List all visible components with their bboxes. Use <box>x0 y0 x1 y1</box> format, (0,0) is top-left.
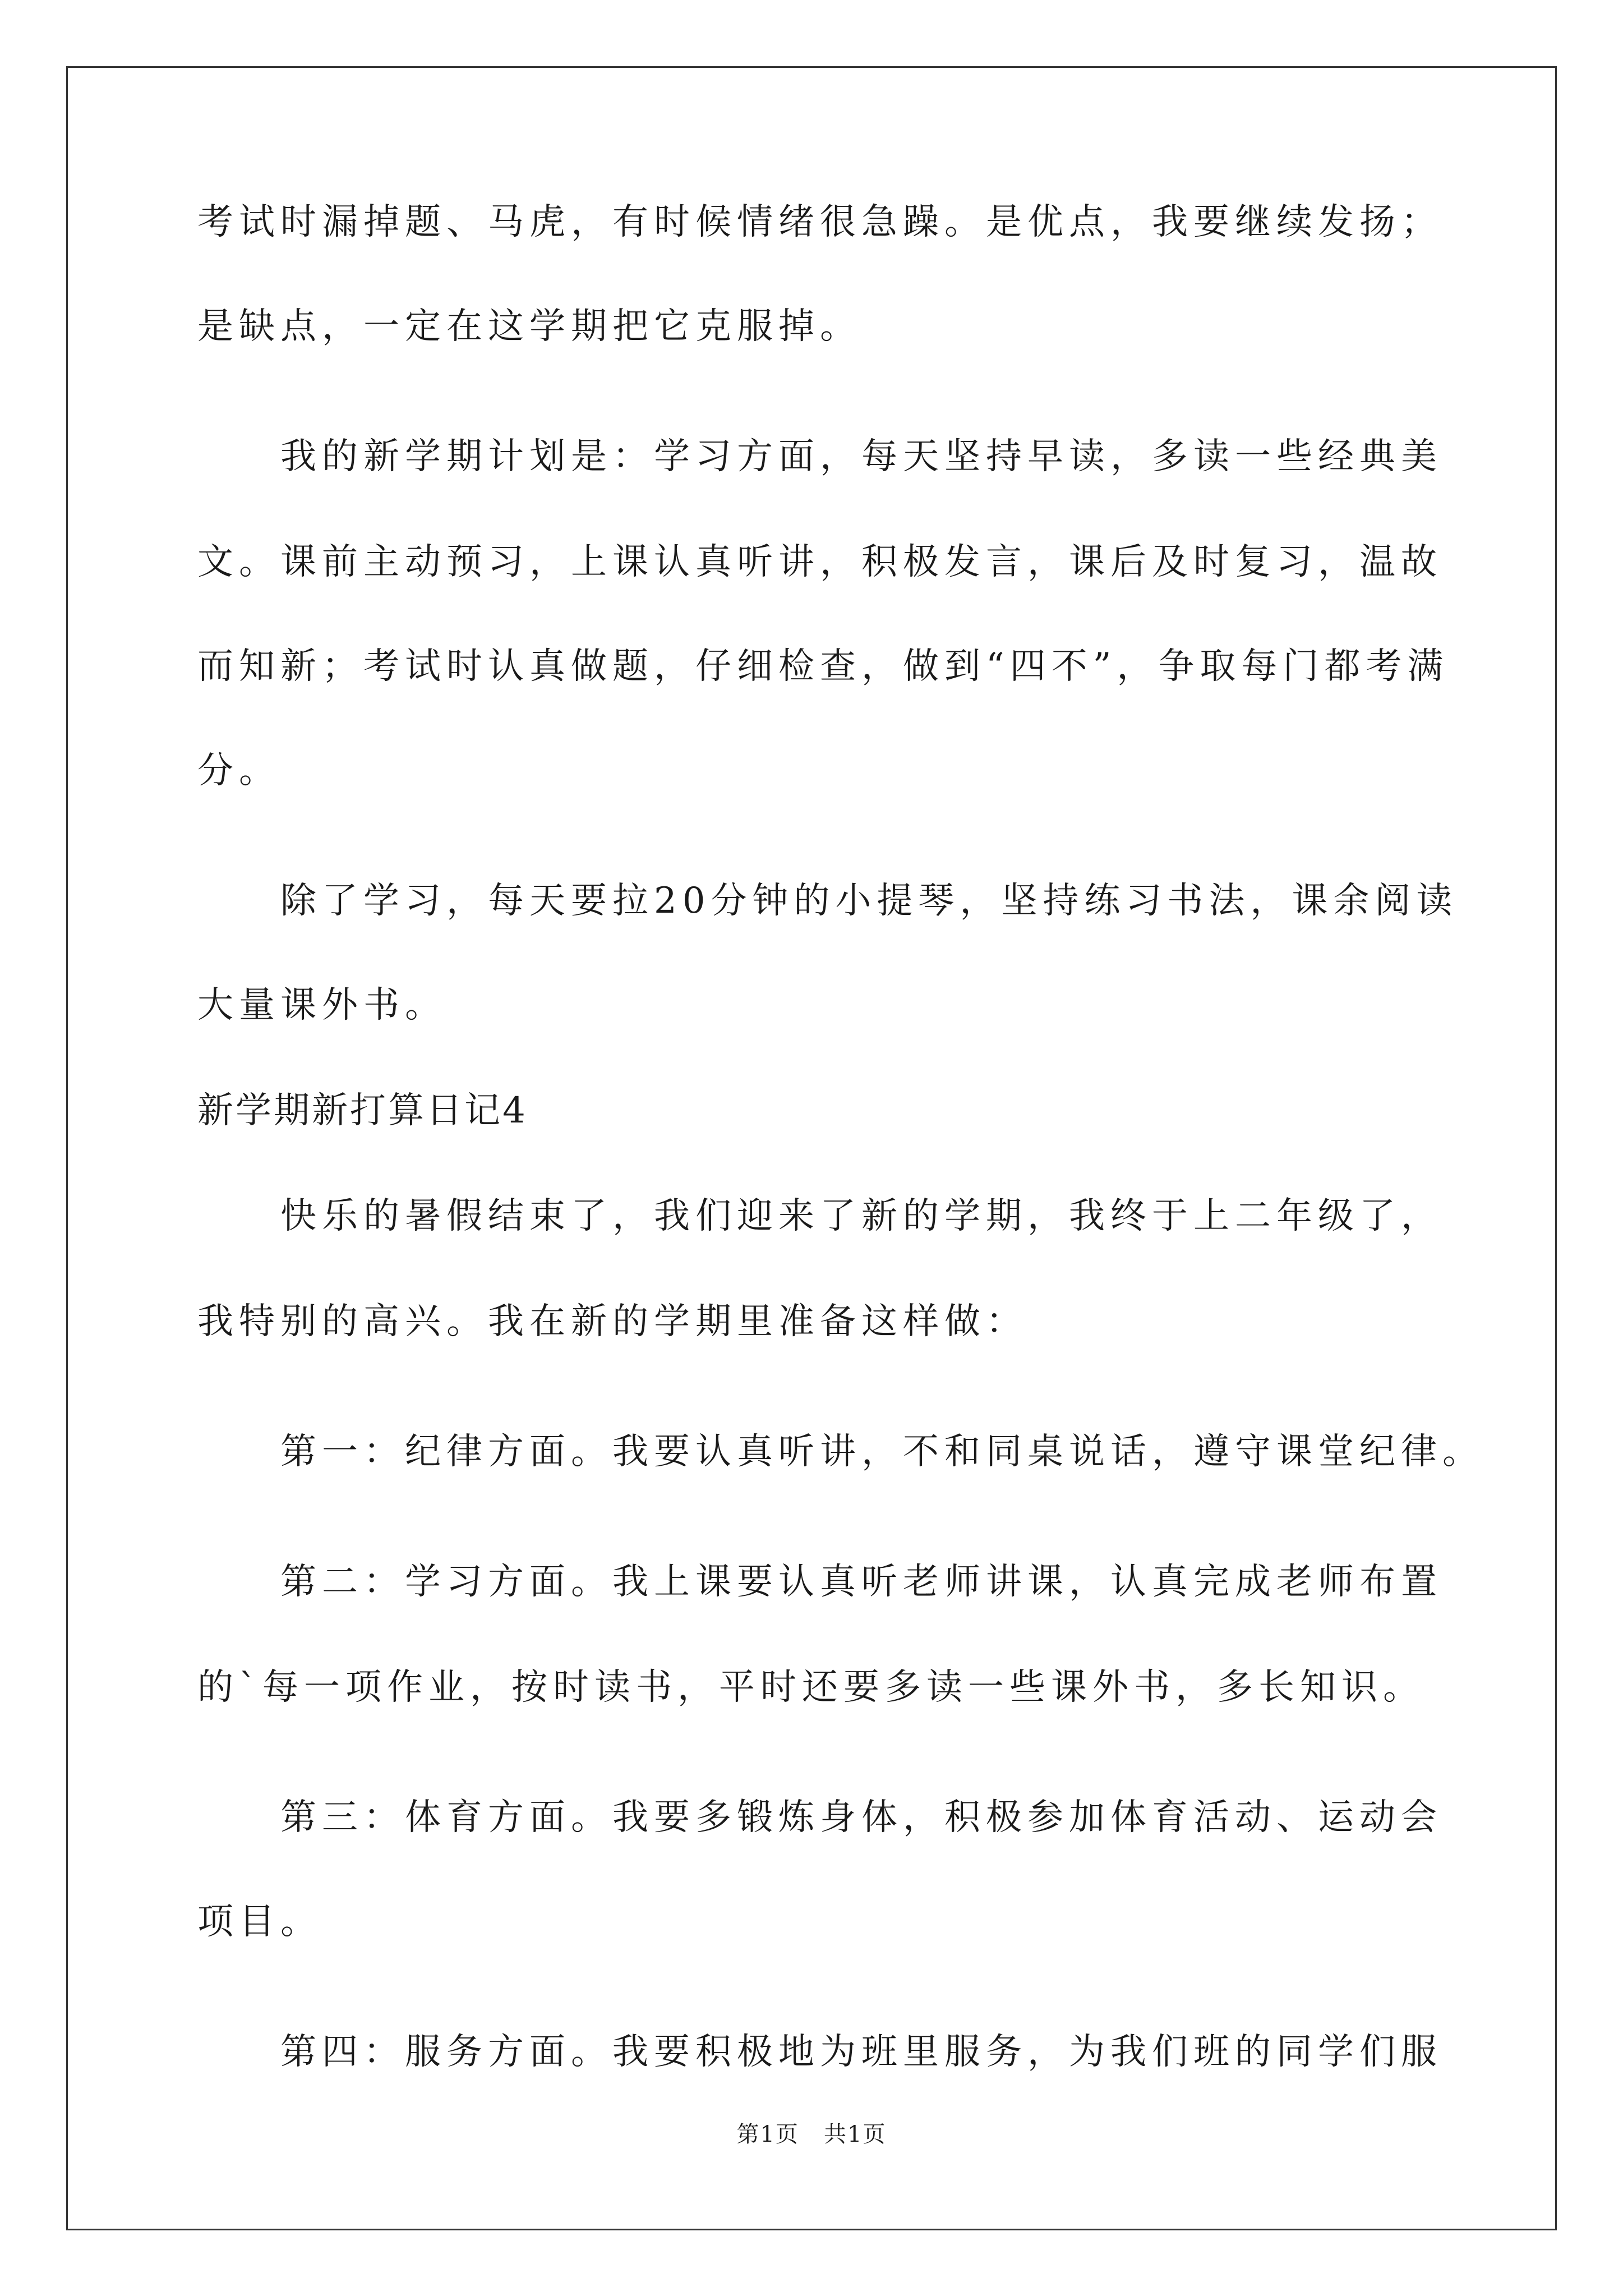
paragraph-line: 第一：纪律方面。我要认真听讲，不和同桌说话，遵守课堂纪律。 <box>280 1431 1484 1473</box>
text-line: 大量课外书。 <box>197 984 446 1026</box>
text-line: 文。课前主动预习，上课认真听讲，积极发言，课后及时复习，温故 <box>197 541 1442 583</box>
paragraph-line: 第四：服务方面。我要积极地为班里服务，为我们班的同学们服 <box>280 2031 1442 2073</box>
text-line: 是缺点，一定在这学期把它克服掉。 <box>197 306 861 347</box>
text-line: 考试时漏掉题、马虎，有时候情绪很急躁。是优点，我要继续发扬； <box>197 201 1442 243</box>
page-footer: 第1页 共1页 <box>736 2122 887 2147</box>
paragraph-line: 我的新学期计划是：学习方面，每天坚持早读，多读一些经典美 <box>280 436 1442 477</box>
text-line: 的`每一项作业，按时读书，平时还要多读一些课外书，多长知识。 <box>197 1667 1424 1708</box>
text-line: 我特别的高兴。我在新的学期里准备这样做： <box>197 1301 1027 1342</box>
text-line: 而知新；考试时认真做题，仔细检查，做到“四不”，争取每门都考满 <box>197 646 1449 687</box>
text-line: 分。 <box>197 750 280 792</box>
text-line: 项目。 <box>197 1901 322 1943</box>
paragraph-line: 第三：体育方面。我要多锻炼身体，积极参加体育活动、运动会 <box>280 1797 1442 1838</box>
paragraph-line: 除了学习，每天要拉20分钟的小提琴，坚持练习书法，课余阅读 <box>280 880 1458 922</box>
paragraph-line: 快乐的暑假结束了，我们迎来了新的学期，我终于上二年级了， <box>280 1195 1442 1237</box>
paragraph-line: 第二：学习方面。我上课要认真听老师讲课，认真完成老师布置 <box>280 1561 1442 1603</box>
section-heading: 新学期新打算日记4 <box>197 1090 528 1131</box>
